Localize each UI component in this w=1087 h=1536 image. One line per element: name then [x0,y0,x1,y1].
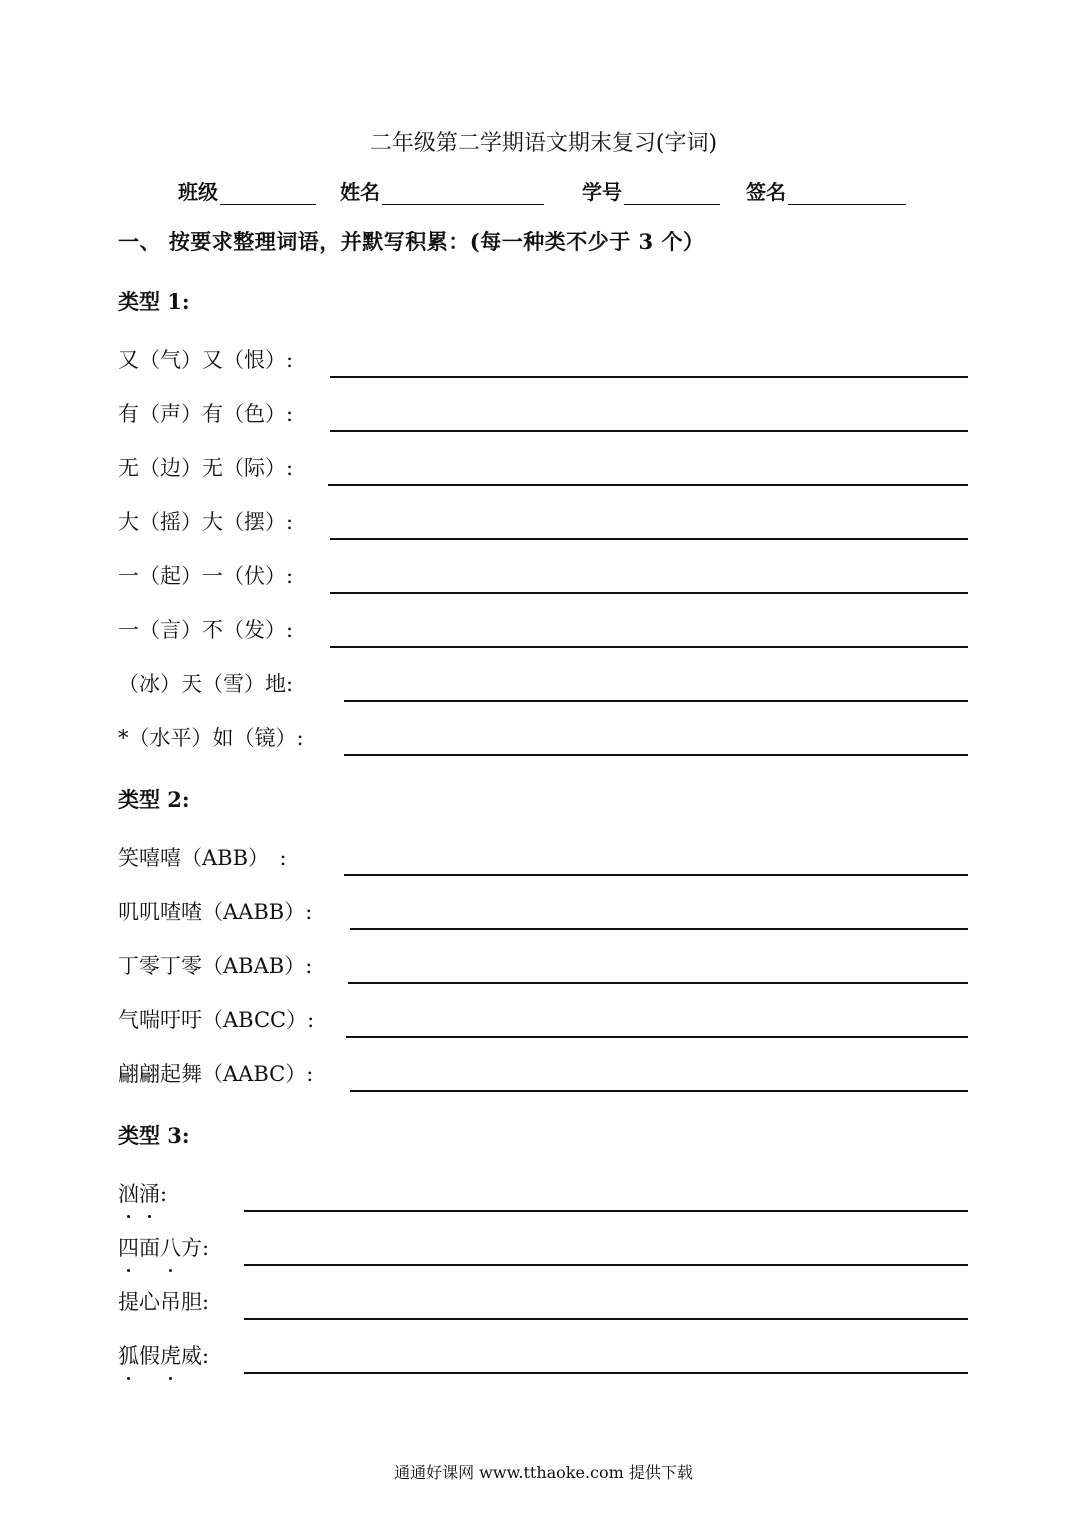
emphasis-char: 汹 [118,1178,139,1208]
row-label: 无（边）无（际）: [118,456,294,480]
emphasis-char: 八 [160,1232,181,1262]
row-label: 丁零丁零（ABAB）: [118,954,313,978]
answer-line[interactable] [330,538,968,540]
answer-line[interactable] [244,1210,968,1212]
name-field[interactable] [340,176,544,206]
answer-line[interactable] [330,376,968,378]
type3-heading: 类型 3: [118,1123,190,1148]
answer-line[interactable] [244,1318,968,1320]
answer-line[interactable] [346,1036,968,1038]
type1-heading: 类型 1: [118,289,190,314]
class-field[interactable] [178,176,316,206]
footer-credit: 通通好课网 www.tthaoke.com 提供下载 [394,1463,693,1482]
row-label: 笑嘻嘻（ABB） : [118,846,287,870]
answer-line[interactable] [244,1372,968,1374]
name-label: 姓名 [340,180,380,204]
number-label: 学号 [582,180,622,204]
emphasis-char: 涌 [139,1178,160,1208]
emphasis-char: 虎 [160,1340,181,1370]
number-blank[interactable] [624,184,720,205]
row-label: 又（气）又（恨）: [118,348,294,372]
row-label: 汹涌: [118,1178,167,1208]
row-label: 四面八方: [118,1232,209,1262]
answer-line[interactable] [328,484,968,486]
sign-label: 签名 [746,180,786,204]
row-label: （冰）天（雪）地: [118,672,294,696]
answer-line[interactable] [244,1264,968,1266]
answer-line[interactable] [348,982,968,984]
row-label: 翩翩起舞（AABC）: [118,1062,314,1086]
answer-line[interactable] [350,928,968,930]
row-label: 大（摇）大（摆）: [118,510,294,534]
page-title: 二年级第二学期语文期末复习(字词) [369,131,718,156]
row-label: 狐假虎威: [118,1340,209,1370]
answer-line[interactable] [344,754,968,756]
answer-line[interactable] [344,874,968,876]
answer-line[interactable] [344,700,968,702]
type2-heading: 类型 2: [118,787,190,812]
row-label: *（水平）如（镜）: [118,726,304,750]
sign-blank[interactable] [788,184,906,205]
row-label: 一（起）一（伏）: [118,564,294,588]
sign-field[interactable] [746,176,906,206]
class-blank[interactable] [220,184,316,205]
answer-line[interactable] [330,592,968,594]
row-label: 有（声）有（色）: [118,402,294,426]
row-label: 一（言）不（发）: [118,618,294,642]
section-heading: 一、 按要求整理词语，并默写积累：(每一种类不少于 3 个） [118,229,705,254]
answer-line[interactable] [330,430,968,432]
emphasis-char: 四 [118,1232,139,1262]
class-label: 班级 [178,180,218,204]
row-label: 提心吊胆: [118,1290,210,1314]
row-label: 气喘吁吁（ABCC）: [118,1008,315,1032]
emphasis-char: 狐 [118,1340,139,1370]
answer-line[interactable] [330,646,968,648]
answer-line[interactable] [350,1090,968,1092]
name-blank[interactable] [382,184,544,205]
row-label: 叽叽喳喳（AABB）: [118,900,313,924]
number-field[interactable] [582,176,720,206]
